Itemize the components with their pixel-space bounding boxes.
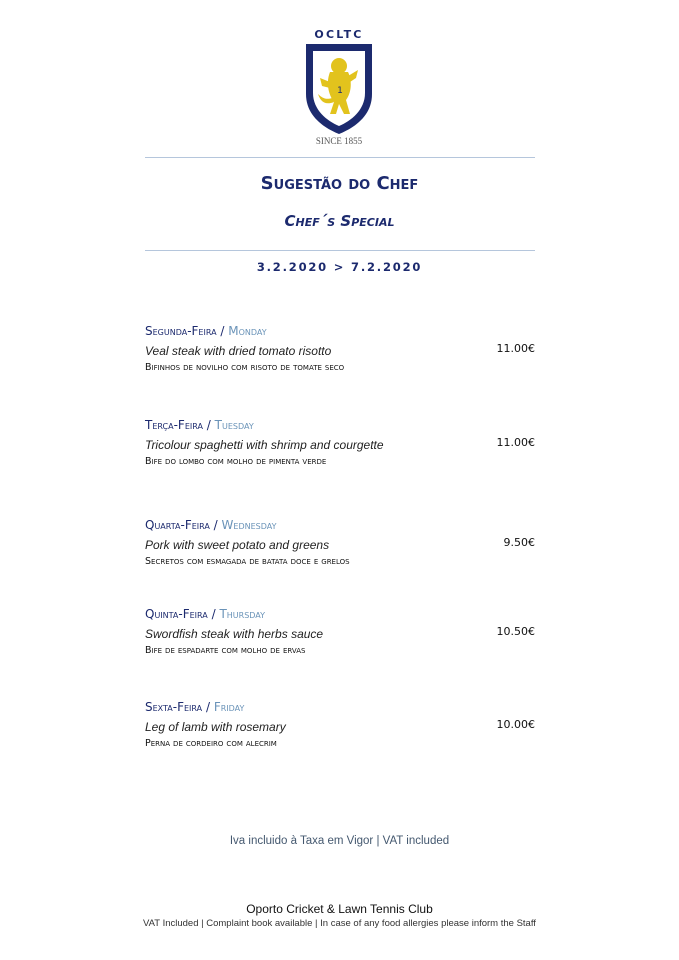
day-separator: /: [211, 607, 216, 621]
day-heading: [145, 518, 540, 536]
day-heading: [145, 607, 540, 625]
day-name-pt: Segunda-Feira: [145, 324, 217, 338]
menu-day-thursday: [145, 607, 540, 656]
club-logo: [300, 28, 378, 150]
day-name-pt: Quinta-Feira: [145, 607, 208, 621]
footer-club-name: Oporto Cricket & Lawn Tennis Club: [246, 902, 433, 916]
dish-price: 10.00€: [496, 718, 535, 731]
day-heading: [145, 700, 540, 718]
footer-note: VAT Included | Complaint book available | In case of any food allergies please inform the Staff: [143, 918, 536, 929]
menu-day-wednesday: [145, 518, 540, 567]
dish-price: 10.50€: [496, 625, 535, 638]
divider: [145, 250, 535, 251]
day-name-pt: Terça-Feira: [145, 418, 203, 432]
dish-price: 9.50€: [503, 536, 535, 549]
day-separator: /: [213, 518, 218, 532]
dish-name-en: Veal steak with dried tomato risotto: [145, 344, 332, 358]
page-subtitle: Chef´s Special: [284, 212, 395, 230]
logo-initials: OCLTC: [314, 28, 364, 41]
day-heading: [145, 418, 540, 436]
day-name-pt: Sexta-Feira: [145, 700, 203, 714]
dish-row: [145, 536, 540, 554]
divider: [145, 157, 535, 158]
day-name-en: Friday: [213, 700, 245, 714]
dish-row: [145, 436, 540, 454]
menu-day-tuesday: [145, 418, 540, 467]
dish-price: 11.00€: [496, 342, 535, 355]
dish-name-en: Tricolour spaghetti with shrimp and courgette: [145, 438, 384, 452]
dish-name-en: Leg of lamb with rosemary: [145, 720, 286, 734]
day-separator: /: [205, 700, 210, 714]
dish-name-en: Pork with sweet potato and greens: [145, 538, 330, 552]
dish-row: [145, 718, 540, 736]
day-heading: [145, 324, 540, 342]
badge-number: 1: [337, 86, 343, 96]
day-name-en: Tuesday: [214, 418, 254, 432]
dish-name-en: Swordfish steak with herbs sauce: [145, 627, 324, 641]
dish-name-pt: Secretos com esmagada de batata doce e grelos: [145, 556, 350, 567]
dish-name-pt: Bifinhos de novilho com risoto de tomate seco: [145, 362, 345, 373]
dish-name-pt: Perna de cordeiro com alecrim: [145, 738, 277, 749]
logo-since: SINCE 1855: [315, 136, 363, 146]
dish-row: [145, 342, 540, 360]
menu-day-friday: [145, 700, 540, 749]
menu-day-monday: [145, 324, 540, 373]
dish-name-pt: Bife de espadarte com molho de ervas: [145, 645, 306, 656]
day-name-en: Monday: [228, 324, 267, 338]
day-name-en: Thursday: [219, 607, 266, 621]
dish-name-pt: Bife do lombo com molho de pimenta verde: [145, 456, 327, 467]
day-separator: /: [206, 418, 211, 432]
day-separator: /: [220, 324, 225, 338]
page-title: Sugestão do Chef: [260, 173, 419, 194]
day-name-pt: Quarta-Feira: [145, 518, 210, 532]
vat-note: Iva incluido à Taxa em Vigor | VAT included: [229, 835, 450, 847]
date-range: 3.2.2020 > 7.2.2020: [256, 260, 423, 274]
shield-icon: [304, 42, 374, 136]
dish-row: [145, 625, 540, 643]
day-name-en: Wednesday: [221, 518, 277, 532]
dish-price: 11.00€: [496, 436, 535, 449]
